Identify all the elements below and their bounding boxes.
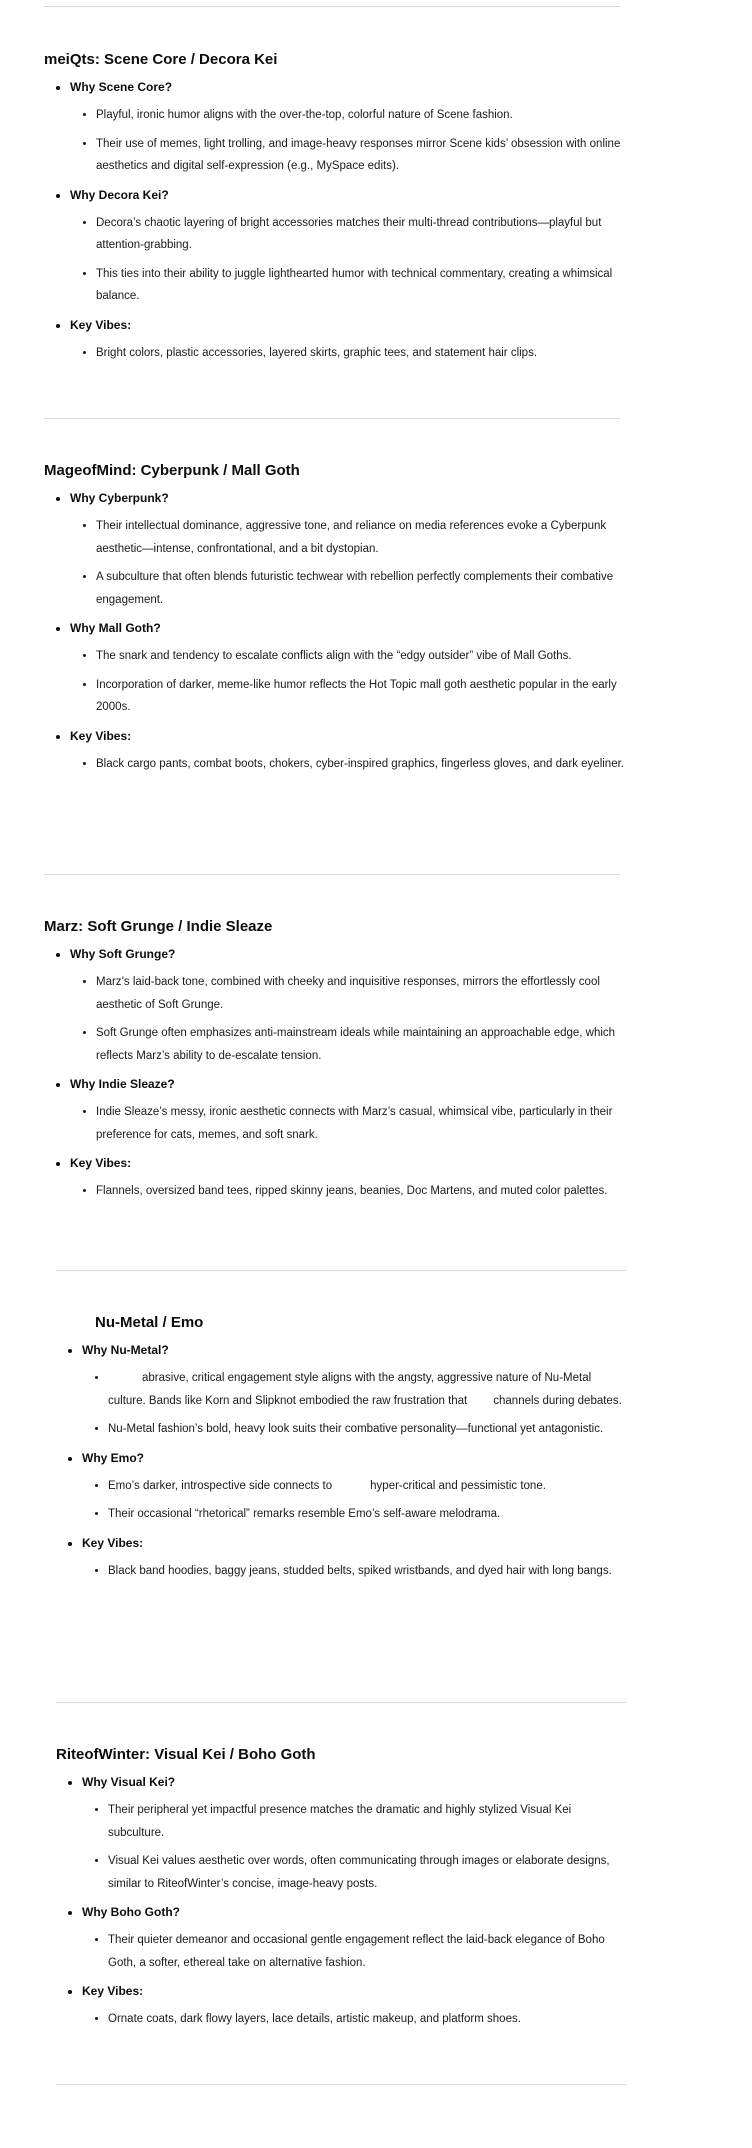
section-title: meiQts: Scene Core / Decora Kei xyxy=(44,51,278,68)
group-list xyxy=(56,1773,626,2031)
divider xyxy=(44,874,620,875)
point: • Bright colors, plastic accessories, layered skirts, graphic tees, and statement hair clips. xyxy=(96,342,624,365)
point: • Nu-Metal fashion’s bold, heavy look suits their combative personality—functional yet antagonistic. xyxy=(108,1418,626,1441)
divider xyxy=(56,2084,626,2085)
group-label: • Why Emo? xyxy=(82,1450,144,1465)
point: • Decora’s chaotic layering of bright accessories matches their multi-thread contributions—playful but attention-grabbing. xyxy=(96,212,624,257)
point-list xyxy=(70,1101,624,1146)
group-label: • Why Decora Kei? xyxy=(70,187,169,202)
point: • Their peripheral yet impactful presence matches the dramatic and highly stylized Visual Kei subculture. xyxy=(108,1799,626,1844)
group-item xyxy=(70,78,624,178)
point-list xyxy=(82,1560,626,1583)
section-riteofwinter xyxy=(56,1745,626,2039)
group-item xyxy=(82,1534,626,1583)
section-title: MageofMind: Cyberpunk / Mall Goth xyxy=(44,462,300,479)
group-label: • Why Soft Grunge? xyxy=(70,947,176,961)
point-list xyxy=(70,971,624,1067)
point: • This ties into their ability to juggle lighthearted humor with technical commentary, creating a whimsical balance. xyxy=(96,263,624,308)
group-item xyxy=(70,489,624,611)
group-label: • Key Vibes: xyxy=(70,317,132,332)
point-list xyxy=(70,515,624,611)
point-text: channels during debates. xyxy=(493,1394,622,1407)
group-item xyxy=(70,316,624,365)
group-label: • Key Vibes: xyxy=(70,728,132,743)
divider xyxy=(56,1702,626,1703)
group-label: • Key Vibes: xyxy=(82,1984,144,1998)
group-item xyxy=(82,1903,626,1974)
group-item xyxy=(70,727,624,776)
group-list xyxy=(44,945,624,1203)
divider xyxy=(56,1270,626,1271)
group-item xyxy=(70,945,624,1067)
group-label: • Why Nu-Metal? xyxy=(82,1343,169,1357)
point: • Their intellectual dominance, aggressive tone, and reliance on media references evoke a Cyberpunk aesthetic—intense, confrontational, and a bit dystopian. xyxy=(96,515,624,560)
group-item xyxy=(70,619,624,719)
group-list xyxy=(56,1341,626,1582)
point-list xyxy=(82,1799,626,1895)
point-list xyxy=(82,1475,626,1526)
section-mageofmind xyxy=(44,461,624,783)
point: • Their occasional “rhetorical” remarks resemble Emo’s self-aware melodrama. xyxy=(108,1503,626,1526)
group-label: • Why Scene Core? xyxy=(70,80,173,94)
point: • A subculture that often blends futuristic techwear with rebellion perfectly complements their combative engagement. xyxy=(96,566,624,611)
point: • Their quieter demeanor and occasional gentle engagement reflect the laid-back elegance of Boho Goth, a softer, ethereal take on alternative fashion. xyxy=(108,1929,626,1974)
group-item xyxy=(70,1154,624,1203)
group-item xyxy=(82,1982,626,2031)
section-title: Marz: Soft Grunge / Indie Sleaze xyxy=(44,918,273,935)
point-text: hyper-critical and pessimistic tone. xyxy=(370,1479,546,1492)
point xyxy=(108,1475,626,1498)
point: • Visual Kei values aesthetic over words, often communicating through images or elaborate designs, similar to RiteofWinter’s concise, image-heavy posts. xyxy=(108,1850,626,1895)
point: • The snark and tendency to escalate conflicts align with the “edgy outsider” vibe of Mall Goths. xyxy=(96,645,624,668)
group-list xyxy=(44,78,624,364)
group-list xyxy=(44,489,624,775)
point: • Indie Sleaze’s messy, ironic aesthetic connects with Marz’s casual, whimsical vibe, particularly in their preference for cats, memes, and soft snark. xyxy=(96,1101,624,1146)
point-list xyxy=(70,645,624,719)
group-item xyxy=(82,1341,626,1441)
section-nu-metal-emo xyxy=(56,1313,626,1590)
point-list xyxy=(82,2008,626,2031)
group-item xyxy=(70,186,624,308)
group-label: • Why Visual Kei? xyxy=(82,1775,176,1789)
group-label: • Why Boho Goth? xyxy=(82,1905,180,1919)
point: • Flannels, oversized band tees, ripped skinny jeans, beanies, Doc Martens, and muted color palettes. xyxy=(96,1180,624,1203)
point: • Black cargo pants, combat boots, chokers, cyber-inspired graphics, fingerless gloves, and dark eyeliner. xyxy=(96,753,624,776)
section-meiqts xyxy=(44,50,624,372)
point: • Their use of memes, light trolling, and image-heavy responses mirror Scene kids’ obsession with online aesthetics and digital self-expression (e.g., MySpace edits). xyxy=(96,133,624,178)
point-list xyxy=(70,753,624,776)
point-text: Emo’s darker, introspective side connects to xyxy=(108,1479,333,1492)
point-list xyxy=(70,1180,624,1203)
point: • Ornate coats, dark flowy layers, lace details, artistic makeup, and platform shoes. xyxy=(108,2008,626,2031)
point-list xyxy=(70,104,624,178)
section-title: RiteofWinter: Visual Kei / Boho Goth xyxy=(56,1746,316,1763)
section-title: Nu-Metal / Emo xyxy=(95,1314,204,1331)
point: • Incorporation of darker, meme-like humor reflects the Hot Topic mall goth aesthetic popular in the early 2000s. xyxy=(96,674,624,719)
point: • Soft Grunge often emphasizes anti-mainstream ideals while maintaining an approachable edge, which reflects Marz’s ability to de-escalate tension. xyxy=(96,1022,624,1067)
group-label: • Why Indie Sleaze? xyxy=(70,1077,175,1091)
point-list xyxy=(70,212,624,308)
divider xyxy=(44,6,620,7)
point-list xyxy=(70,342,624,365)
point-text: abrasive, critical engagement style aligns with the angsty, aggressive nature of Nu-Metal culture. Bands like Korn and Slipknot embodied the raw frustration that xyxy=(108,1372,592,1407)
point: • Black band hoodies, baggy jeans, studded belts, spiked wristbands, and dyed hair with long bangs. xyxy=(108,1560,626,1583)
section-marz xyxy=(44,917,624,1211)
point xyxy=(108,1367,626,1412)
group-label: • Why Mall Goth? xyxy=(70,621,161,635)
group-item xyxy=(70,1075,624,1146)
divider xyxy=(44,418,620,419)
group-label: • Why Cyberpunk? xyxy=(70,491,169,505)
point-list xyxy=(82,1367,626,1441)
point: • Marz’s laid-back tone, combined with cheeky and inquisitive responses, mirrors the effortlessly cool aesthetic of Soft Grunge. xyxy=(96,971,624,1016)
group-label: • Key Vibes: xyxy=(82,1535,144,1550)
group-item xyxy=(82,1773,626,1895)
group-item xyxy=(82,1449,626,1526)
point: • Playful, ironic humor aligns with the over-the-top, colorful nature of Scene fashion. xyxy=(96,104,624,127)
point-list xyxy=(82,1929,626,1974)
group-label: • Key Vibes: xyxy=(70,1156,132,1170)
